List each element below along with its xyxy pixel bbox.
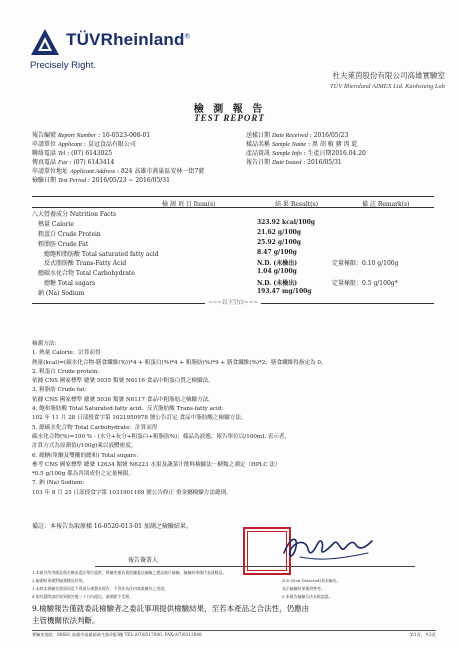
method-line: 1. 熱量 Calorie：計算而得 [32, 350, 101, 357]
row-result: 193.47 mg/100g [257, 288, 312, 296]
results-table [32, 196, 434, 308]
row-item: 鈉 (Na) Sodium [38, 290, 85, 298]
field-label-en: Test Period [57, 177, 87, 184]
report-title-zh: 檢 測 報 告 [193, 104, 266, 115]
field-label-zh: 申請單位地址 [32, 168, 69, 175]
field-label-en: Sample Info [271, 150, 302, 157]
field-value: 皇冠食品有限公司 [87, 141, 136, 148]
fine-print [32, 569, 442, 601]
table-row [32, 248, 434, 258]
fine-print-right: 表示檢驗結果僅供參考。 [282, 586, 325, 592]
col-item-header: 檢 測 項 目 Item(s) [162, 201, 216, 208]
table-row [32, 218, 434, 228]
field-label-zh: 報告日期 [246, 159, 271, 166]
row-result: N.D. (未檢出) [257, 260, 298, 268]
header-field: 產品資訊 Sample Info : 生產日期2016.04.20 [246, 150, 366, 157]
field-label-zh: 報告編號 [32, 132, 57, 139]
row-result: 25.92 g/100g [257, 238, 301, 246]
brand-name: TÜVRheinland® [66, 30, 190, 49]
method-line: 7. 鈉 (Na) Sodium： [32, 480, 88, 487]
header-field: 報告日期 Date Issued : 2016/05/31 [246, 159, 342, 166]
field-value: 2016/05/31 [307, 159, 342, 166]
header-field: 送樣日期 Date Received : 2016/05/23 [246, 132, 349, 139]
method-line: 依據 CNS 國家標準 總號 5036 類號 N6117 食品中粗脂肪之檢驗方法。 [32, 396, 214, 403]
footer-divider [32, 630, 436, 631]
field-value: 824 高雄市燕巢區安林一街7號 [120, 168, 205, 175]
field-label-zh: 申請單位 [32, 141, 57, 148]
row-result: 323.92 kcal/100g [257, 218, 315, 226]
header-field: 報告編號 Report Number : 16-0523-008-01 [32, 132, 151, 139]
remark-line: 備註：本報告為取原樣 16-0520-013-01 加測之檢驗結果。 [32, 523, 192, 530]
row-result: 21.62 g/100g [257, 228, 301, 236]
method-line: 102 年 11 月 28 日部授食字第 1021950978 號公告訂定 食品中脂肪酸之檢驗方法。 [32, 415, 247, 422]
row-item: 粗脂肪 Crude Fat [38, 240, 89, 248]
row-item: 總飽和脂肪酸 Total saturated fatty acid [44, 250, 159, 258]
field-value: 生產日期2016.04.20 [307, 150, 366, 157]
method-line: 4. 飽和脂肪酸 Total Saturated fatty acid、反式脂肪酸 Trans-fatty acid： [32, 406, 228, 413]
table-header [32, 196, 434, 208]
method-line: 參考 CNS 國家標準 總號 12634 類號 N6223 水果及蔬菜汁飲料檢驗法－糖類之測定（HPLC 法） [32, 461, 281, 468]
table-row [32, 257, 434, 267]
test-methods [32, 340, 442, 498]
method-line: 103 年 8 月 25 日部授食字第 1031901169 號公告修正 重金屬檢驗方法總則。 [32, 489, 232, 496]
method-line: 6. 總糖(單醣及雙醣的總和) Total sugars： [32, 452, 142, 459]
row-item: 熱量 Calorie [38, 220, 74, 228]
method-line: 檢測方法： [32, 341, 60, 347]
report-title-en: TEST REPORT [194, 113, 265, 123]
header-field: 傳真電話 Fax : (07) 6143414 [32, 159, 115, 166]
field-label-en: Applicant [57, 141, 82, 148]
signer-label: 報告簽署人 [128, 557, 159, 564]
field-value: (07) 6143414 [73, 159, 115, 166]
table-row [32, 228, 434, 238]
fine-print-line [32, 593, 442, 601]
method-line: 熱量(kcal)=(碳水化合物-膳食纖維(%))*4 + 粗蛋白(%)*4 + 粗脂肪(%)*9 + 膳食纖維(%)*2；膳食纖維得指定為 0。 [32, 359, 327, 366]
handwritten-signature [280, 531, 375, 565]
row-item: 反式脂肪酸 Trans-Fatty Acid [44, 260, 127, 268]
field-value: (07) 6143025 [71, 150, 113, 157]
footer [32, 632, 436, 638]
header-left [32, 131, 204, 185]
field-value: 2016/05/23 ~ 2016/05/31 [91, 177, 170, 184]
field-label-en: Applicant Address [69, 168, 116, 175]
fine-print-right: 5.本報告檢驗方法未經認證。 [282, 594, 333, 600]
field-label-zh: 檢驗日期 [32, 177, 57, 184]
table-row [32, 208, 434, 218]
tuv-triangle-icon [30, 28, 60, 56]
row-item: 粗蛋白 Crude Protein [38, 230, 101, 238]
header-field: 申請單位 Applicant : 皇冠食品有限公司 [32, 141, 136, 148]
field-label-zh: 樣品名稱 [246, 141, 271, 148]
method-line: 碳水化合物(%)=100 % - (水分+灰分+粗蛋白+粗脂肪%)；樣品為液態，報告單位以/100mL 表示者， [32, 433, 291, 440]
method-line: *0.5 g/100g 係為各別成份之定量極限。 [32, 471, 135, 478]
lab-address: 實驗室地址：80681 高雄市前鎮區新生路3號3樓 TEL:(07)8317000, FAX:(07)8313848 [32, 632, 202, 637]
row-result: N.D. (未檢出) [257, 280, 298, 288]
table-row [32, 267, 434, 277]
field-label-zh: 聯絡電話 [32, 150, 57, 157]
tuv-logo [30, 28, 230, 71]
page-number: 第1頁，共2頁 [409, 632, 436, 637]
method-line: 3. 粗脂肪 Crude fat： [32, 387, 91, 394]
lab-name-zh: 杜夫萊茵股份有限公司高雄實驗室 [332, 71, 445, 80]
field-label-en: Date Received [271, 132, 308, 139]
field-label-zh: 傳真電話 [32, 159, 57, 166]
fine-print-left: 2.檢測結果僅對檢測樣品有效。 [32, 578, 87, 584]
field-label-en: Report Number [57, 132, 97, 139]
lab-name-en: TÜV Rheinland AIMEX Ltd. Kaohsiung Lab [330, 83, 445, 90]
end-mark: ~~~以下空白~~~ [32, 298, 434, 308]
field-value: 16-0523-008-01 [102, 132, 151, 139]
table-body [32, 208, 434, 297]
field-label-en: Fax [57, 159, 68, 166]
note-9: 9.檢驗報告僅就委託檢驗者之委託事項提供檢驗結果，至若本產品之合法性，仍應由 主管機關依法判斷。 [32, 604, 310, 625]
fine-print-line [32, 585, 442, 593]
header-right [246, 131, 366, 167]
table-row [32, 287, 434, 297]
table-row [32, 277, 434, 287]
header-field: 檢驗日期 Test Period : 2016/05/23 ~ 2016/05/31 [32, 177, 170, 184]
method-line: 5. 總碳水化合物 Total Carbohydrate：計算而得 [32, 424, 158, 431]
field-value: 2016/05/23 [313, 132, 349, 139]
fine-print-left: 3.未經本實驗室書面同意不得部分複製本報告，不得作為任何商業廣告之用途。 [32, 586, 168, 592]
row-result: 1.04 g/100g [257, 268, 297, 276]
lab-info [330, 70, 445, 92]
row-remark: 定量極限：0.10 g/100g [332, 260, 399, 268]
fine-print-right: N.D.(Non Detected)表未檢出。 [282, 578, 341, 584]
fine-print-left: 1.本報告所用樣品與名稱由委託單位提供；實驗室僅負責依據委託檢驗之樣品進行檢驗，檢驗結果僅代表該樣品。 [32, 570, 227, 575]
method-line: 計算方式為原測值(/100g)乘以液體密度。 [32, 443, 137, 450]
brand-tagline: Precisely Right. [30, 60, 96, 71]
table-row [32, 238, 434, 248]
header-field: 聯絡電話 Tel : (07) 6143025 [32, 150, 113, 157]
field-label-en: Sample Name [271, 141, 307, 148]
row-result: 8.47 g/100g [257, 248, 297, 256]
field-label-zh: 產品資訊 [246, 150, 271, 157]
fine-print-line [32, 569, 442, 577]
field-label-en: Tel [57, 150, 66, 157]
field-label-en: Date Issued [271, 159, 302, 166]
fine-print-line [32, 577, 442, 585]
method-line: 2. 粗蛋白 Crude protein： [32, 368, 104, 375]
col-remark-header: 備 註 Remark(s) [362, 201, 410, 208]
row-item: 八大營養成分 Nutrition Facts [32, 211, 117, 218]
method-line: 依據 CNS 國家標準 總號 5035 類號 N6116 食品中粗蛋白質之檢驗法。 [32, 378, 214, 385]
row-item: 總糖 Total sugars [44, 280, 96, 288]
row-remark: 定量極限：0.5 g/100g* [332, 280, 398, 288]
header-field: 樣品名稱 Sample Name : 黑 胡 椒 豬 肉 乾 [246, 141, 358, 148]
row-item: 總碳水化合物 Total Carbohydrate [38, 270, 135, 278]
col-result-header: 結 果 Result(s) [275, 201, 318, 208]
header-field: 申請單位地址 Applicant Address : 824 高雄市燕巢區安林一街7號 [32, 168, 205, 175]
field-value: 黑 胡 椒 豬 肉 乾 [311, 141, 358, 148]
field-label-zh: 送樣日期 [246, 132, 271, 139]
fine-print-left: 4.如有疑問請於收到報告後三十日內提出，逾期恕不受理。 [32, 594, 133, 600]
